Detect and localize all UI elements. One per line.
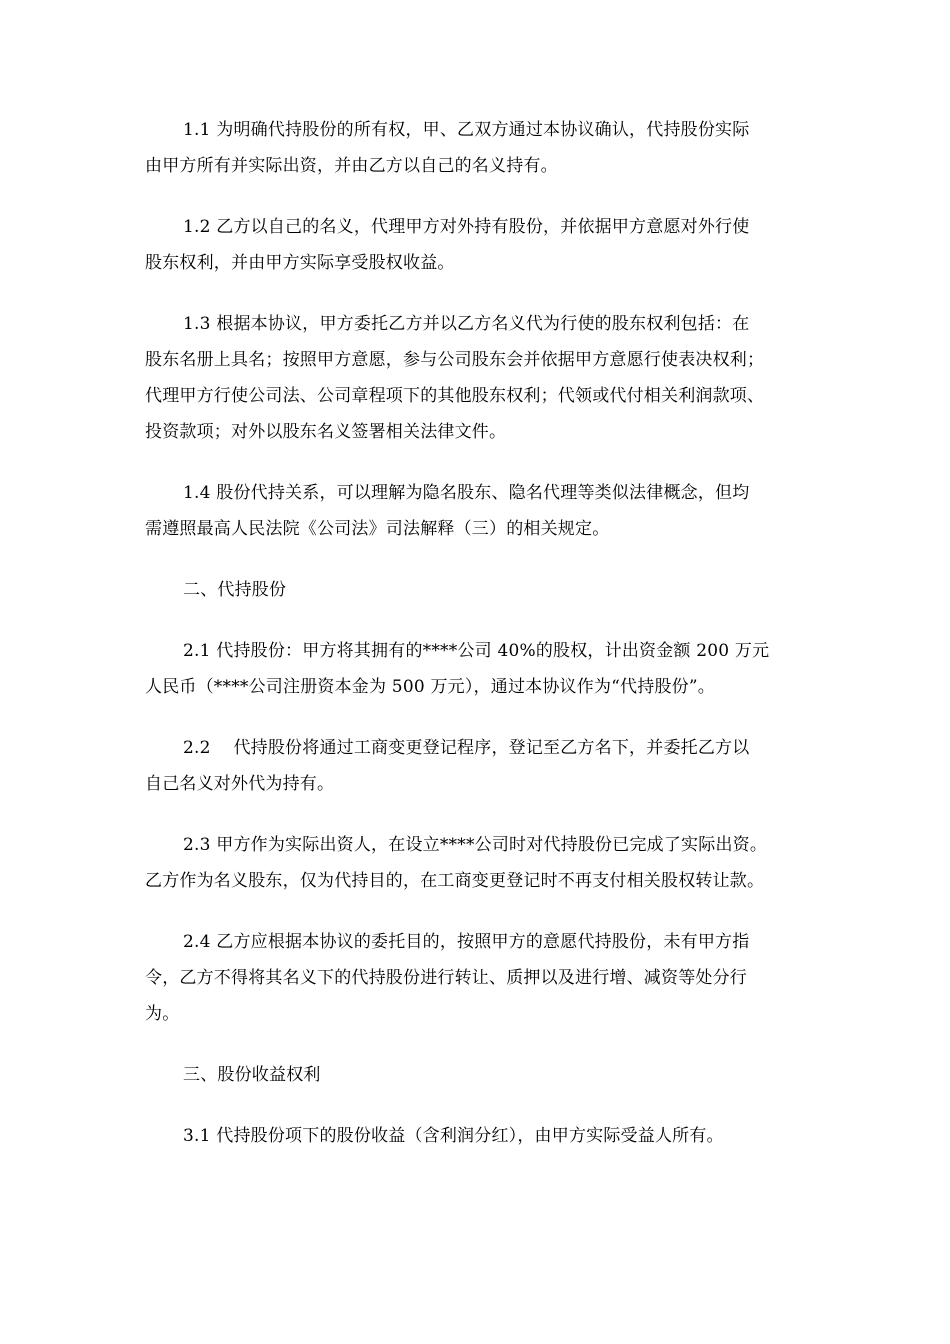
clause-line: 股东权利，并由甲方实际享受股权收益。 xyxy=(145,253,455,273)
clause-2-1 xyxy=(145,633,810,705)
clause-1-3 xyxy=(145,306,810,450)
clause-2-4 xyxy=(145,924,810,1032)
clause-line: 2.2 代持股份将通过工商变更登记程序，登记至乙方名下，并委托乙方以 xyxy=(183,738,750,758)
clause-3-1 xyxy=(145,1118,810,1154)
section-title: 三、股份收益权利 xyxy=(183,1065,321,1085)
clause-2-2 xyxy=(145,730,810,802)
clause-1-1 xyxy=(145,112,810,184)
clause-1-4 xyxy=(145,475,810,547)
clause-line: 自己名义对外代为持有。 xyxy=(145,774,335,794)
section-heading-3 xyxy=(145,1057,810,1093)
clause-line: 乙方作为名义股东，仅为代持目的，在工商变更登记时不再支付相关股权转让款。 xyxy=(145,871,765,891)
clause-line: 股东名册上具名；按照甲方意愿，参与公司股东会并依据甲方意愿行使表决权利； xyxy=(145,350,765,370)
clause-line: 由甲方所有并实际出资，并由乙方以自己的名义持有。 xyxy=(145,156,558,176)
clause-line: 1.2 乙方以自己的名义，代理甲方对外持有股份，并依据甲方意愿对外行使 xyxy=(183,217,750,237)
clause-line: 2.3 甲方作为实际出资人，在设立****公司时对代持股份已完成了实际出资。 xyxy=(183,835,768,855)
clause-line: 投资款项；对外以股东名义签署相关法律文件。 xyxy=(145,422,507,442)
clause-line: 2.1 代持股份：甲方将其拥有的****公司 40%的股权，计出资金额 200 万元 xyxy=(183,641,770,661)
clause-line: 1.3 根据本协议，甲方委托乙方并以乙方名义代为行使的股东权利包括：在 xyxy=(183,314,750,334)
document-body xyxy=(145,112,810,1179)
clause-line: 3.1 代持股份项下的股份收益（含利润分红），由甲方实际受益人所有。 xyxy=(183,1126,724,1146)
section-heading-2 xyxy=(145,572,810,608)
section-title: 二、代持股份 xyxy=(183,580,287,600)
clause-line: 代理甲方行使公司法、公司章程项下的其他股东权利；代领或代付相关利润款项、 xyxy=(145,386,765,406)
clause-line: 为。 xyxy=(145,1004,180,1024)
clause-line: 1.1 为明确代持股份的所有权，甲、乙双方通过本协议确认，代持股份实际 xyxy=(183,120,750,140)
clause-line: 令，乙方不得将其名义下的代持股份进行转让、质押以及进行增、减资等处分行 xyxy=(145,968,747,988)
clause-line: 人民币（****公司注册资本金为 500 万元），通过本协议作为“代持股份”。 xyxy=(145,677,715,697)
clause-line: 需遵照最高人民法院《公司法》司法解释（三）的相关规定。 xyxy=(145,519,610,539)
clause-line: 1.4 股份代持关系，可以理解为隐名股东、隐名代理等类似法律概念，但均 xyxy=(183,483,750,503)
clause-2-3 xyxy=(145,827,810,899)
clause-line: 2.4 乙方应根据本协议的委托目的，按照甲方的意愿代持股份，未有甲方指 xyxy=(183,932,750,952)
clause-1-2 xyxy=(145,209,810,281)
